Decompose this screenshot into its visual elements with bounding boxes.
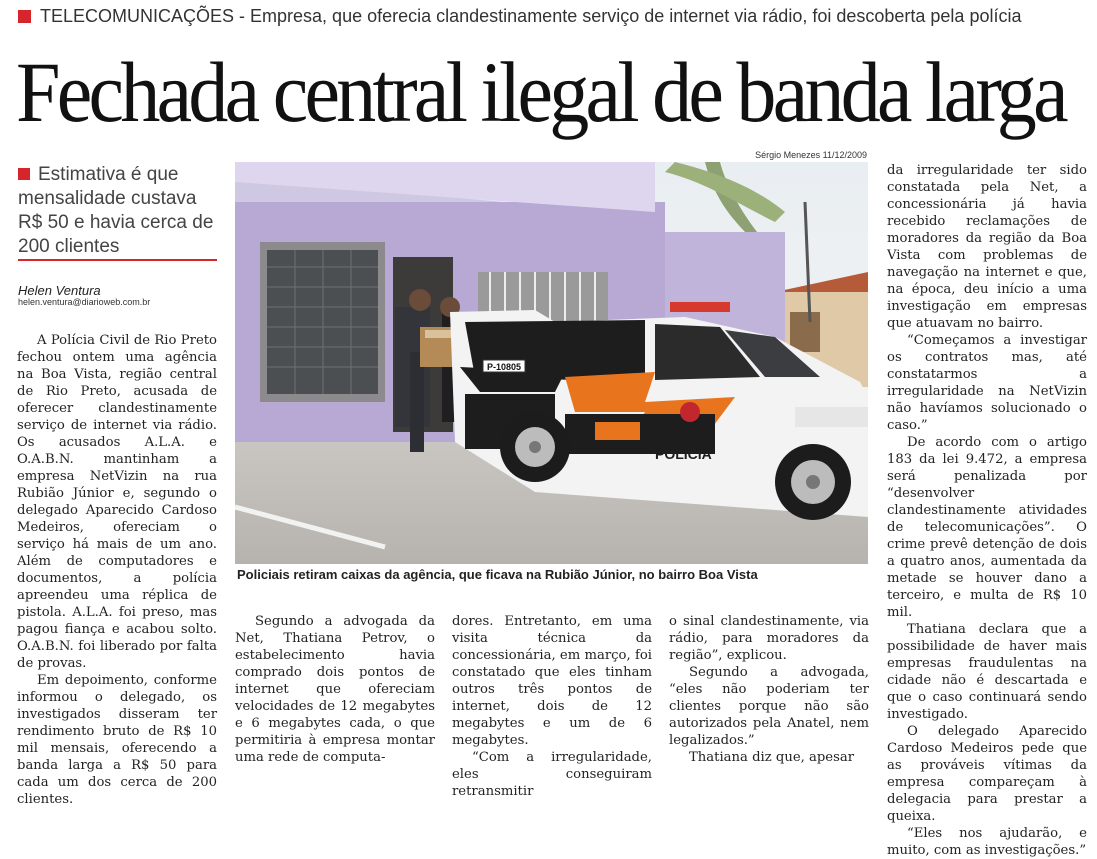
paragraph: Thatiana declara que a possibilidade de haver mais empresas fraudulentas na cidade não é descartada e que o caso continuará sendo investigado. [887, 622, 1087, 722]
red-square-bullet-icon [18, 168, 30, 180]
vehicle-plate: P-10805 [487, 362, 522, 372]
vehicle-label: POLÍCIA [655, 446, 712, 462]
paragraph: A Polícia Civil de Rio Preto fechou ontem uma agência na Boa Vista, região central de Rio Preto, acusada de oferecer clandestinamente serviço de internet via rádio. Os acusados A.L.A. e O.A.B.N. mantinham a empresa NetVizin na rua Rubião Júnior e, segundo o delegado Aparecido Cardoso Medeiros, ofereciam o serviço há mais de um ano. Além de computadores e documentos, a polícia apreendeu uma réplica de pistola. A.L.A. foi preso, mas pagou fiança e acabou solto. O.A.B.N. foi liberado por falta de provas. [17, 333, 217, 671]
photo-credit: Sérgio Menezes 11/12/2009 [755, 150, 867, 160]
body-column-2 [235, 613, 435, 766]
paragraph: De acordo com o artigo 183 da lei 9.472, a empresa será penalizada por “desenvolver clandestinamente atividades de telecomunicações”. O crime prevê detenção de dois a quatro anos, aumentada da metade se houver dano a terceiro, e multa de R$ 10 mil. [887, 435, 1087, 620]
kicker-dek: - Empresa, que oferecia clandestinamente serviço de internet via rádio, foi descoberta pela polícia [239, 6, 1022, 26]
paragraph: “Com a irregularidade, eles conseguiram retransmitir [452, 750, 652, 799]
news-photo [235, 162, 868, 564]
paragraph: “Começamos a investigar os contratos mas, até constatarmos a irregularidade na NetVizin não havíamos solucionado o caso.” [887, 333, 1087, 433]
paragraph: Segundo a advogada, “eles não poderiam ter clientes porque não são autorizados pela Anatel, nem legalizados.” [669, 665, 869, 748]
paragraph: dores. Entretanto, em uma visita técnica da concessionária, em março, foi constatado que eles tinham outros três pontos de internet, dois de 12 megabytes e um de 6 megabytes. [452, 614, 652, 748]
paragraph: Segundo a advogada da Net, Thatiana Petrov, o estabelecimento havia comprado dois pontos de internet que ofereciam velocidades de 12 megabytes e 6 megabytes cada, o que permitiria à empresa montar uma rede de computa- [235, 614, 435, 765]
section-label: TELECOMUNICAÇÕES [40, 6, 235, 26]
body-column-4 [669, 613, 869, 766]
sidebar-rule [18, 259, 217, 261]
paragraph: Em depoimento, conforme informou o delegado, os investigados disseram ter rendimento bruto de R$ 10 mil mensais, oferecendo a banda larga a R$ 50 para cada um dos cerca de 200 clientes. [17, 673, 217, 807]
photo-caption: Policiais retiram caixas da agência, que ficava na Rubião Júnior, no bairro Boa Vista [237, 567, 758, 582]
byline-author: Helen Ventura [18, 283, 101, 298]
paragraph: da irregularidade ter sido constatada pela Net, a concessionária já havia recebido reclamações de moradores da região da Boa Vista com problemas de navegação na internet e que, na época, deu início a uma investigação em empresas que atuavam no bairro. [887, 163, 1087, 331]
paragraph: o sinal clandestinamente, via rádio, para moradores da região”, explicou. [669, 614, 869, 663]
sidebar-summary [18, 163, 218, 259]
byline-email[interactable]: helen.ventura@diarioweb.com.br [18, 297, 151, 307]
sidebar-summary-text: Estimativa é que mensalidade custava R$ 50 e havia cerca de 200 clientes [18, 164, 214, 257]
red-square-bullet-icon [18, 10, 31, 23]
body-column-3 [452, 613, 652, 800]
paragraph: O delegado Aparecido Cardoso Medeiros pede que as prováveis vítimas da empresa compareçam à delegacia para prestar a queixa. [887, 724, 1087, 824]
body-column-1 [17, 332, 217, 808]
paragraph: “Eles nos ajudarão, e muito, com as investigações.” [887, 826, 1087, 858]
body-column-5 [887, 162, 1087, 859]
headline: Fechada central ilegal de banda larga [16, 44, 1065, 140]
police-vehicle-photo [235, 162, 868, 564]
kicker [18, 6, 1088, 27]
paragraph: Thatiana diz que, apesar [689, 750, 855, 765]
